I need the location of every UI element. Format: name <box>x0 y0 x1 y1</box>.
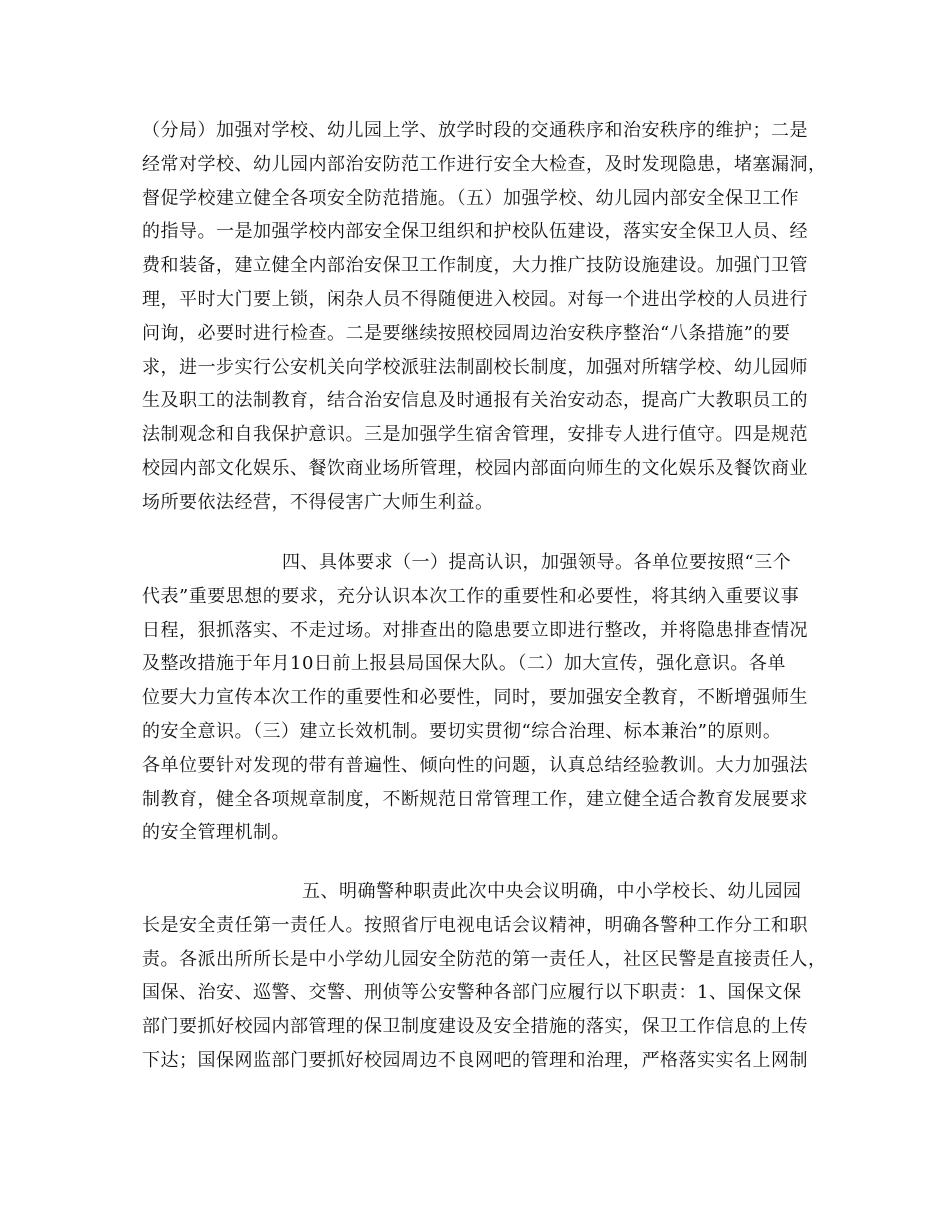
text-line: 部门要抓好校园内部管理的保卫制度建设及安全措施的落实，保卫工作信息的上传 <box>142 1016 808 1038</box>
text-line: 问询，必要时进行检查。二是要继续按照校园周边治安秩序整治“八条措施”的要 <box>142 322 791 344</box>
text-line: 国保、治安、巡警、交警、刑侦等公安警种各部门应履行以下职责：1、国保文保 <box>142 982 802 1004</box>
text-line: 的安全管理机制。 <box>142 822 290 844</box>
text-line: 费和装备，建立健全内部治安保卫工作制度，大力推广技防设施建设。加强门卫管 <box>142 255 808 277</box>
text-line: 日程，狠抓落实、不走过场。对排查出的隐患要立即进行整改，并将隐患排查情况 <box>142 619 808 641</box>
text-line: 求，进一步实行公安机关向学校派驻法制副校长制度，加强对所辖学校、幼儿园师 <box>142 356 808 378</box>
text-line: 经常对学校、幼儿园内部治安防范工作进行安全大检查，及时发现隐患，堵塞漏洞， <box>142 153 827 175</box>
paragraph-2 <box>142 546 832 850</box>
text-line: 理，平时大门要上锁，闲杂人员不得随便进入校园。对每一个进出学校的人员进行 <box>142 288 808 310</box>
text-line: 校园内部文化娱乐、餐饮商业场所管理，校园内部面向师生的文化娱乐及餐饮商业 <box>142 457 808 479</box>
text-line: （分局）加强对学校、幼儿园上学、放学时段的交通秩序和治安秩序的维护；二是 <box>142 120 808 141</box>
text-line: 责。各派出所所长是中小学幼儿园安全防范的第一责任人，社区民警是直接责任人， <box>142 948 827 970</box>
text-line: 代表”重要思想的要求，充分认识本次工作的重要性和必要性，将其纳入重要议事 <box>142 585 800 607</box>
text-line: 位要大力宣传本次工作的重要性和必要性，同时，要加强安全教育，不断增强师生 <box>142 687 808 709</box>
text-line: 下达；国保网监部门要抓好校园周边不良网吧的管理和治理，严格落实实名上网制 <box>142 1049 808 1071</box>
text-line: 场所要依法经营，不得侵害广大师生利益。 <box>142 491 494 513</box>
text-line: 督促学校建立健全各项安全防范措施。（五）加强学校、幼儿园内部安全保卫工作 <box>142 187 799 209</box>
text-line: 生及职工的法制教育，结合治安信息及时通报有关治安动态，提高广大教职员工的 <box>142 390 808 412</box>
text-line: 长是安全责任第一责任人。按照省厅电视电话会议精神，明确各警种工作分工和职 <box>142 914 808 936</box>
text-line: 制教育，健全各项规章制度，不断规范日常管理工作，建立健全适合教育发展要求 <box>142 788 808 810</box>
text-line: 法制观念和自我保护意识。三是加强学生宿舍管理，安排专人进行值守。四是规范 <box>142 424 808 446</box>
text-line: 各单位要针对发现的带有普遍性、倾向性的问题，认真总结经验教训。大力加强法 <box>142 754 808 776</box>
paragraph-1 <box>142 114 832 520</box>
paragraph-3 <box>142 875 832 1078</box>
text-line-indented: 五、明确警种职责此次中央会议明确，中小学校长、幼儿园园 <box>302 881 802 902</box>
text-line: 的安全意识。（三）建立长效机制。要切实贯彻“综合治理、标本兼治”的原则。 <box>142 720 782 742</box>
text-line: 的指导。一是加强学校内部安全保卫组织和护校队伍建设，落实安全保卫人员、经 <box>142 221 808 243</box>
text-line-indented: 四、具体要求（一）提高认识，加强领导。各单位要按照“三个 <box>282 552 792 573</box>
text-line: 及整改措施于年月10日前上报县局国保大队。（二）加大宣传，强化意识。各单 <box>142 653 786 675</box>
